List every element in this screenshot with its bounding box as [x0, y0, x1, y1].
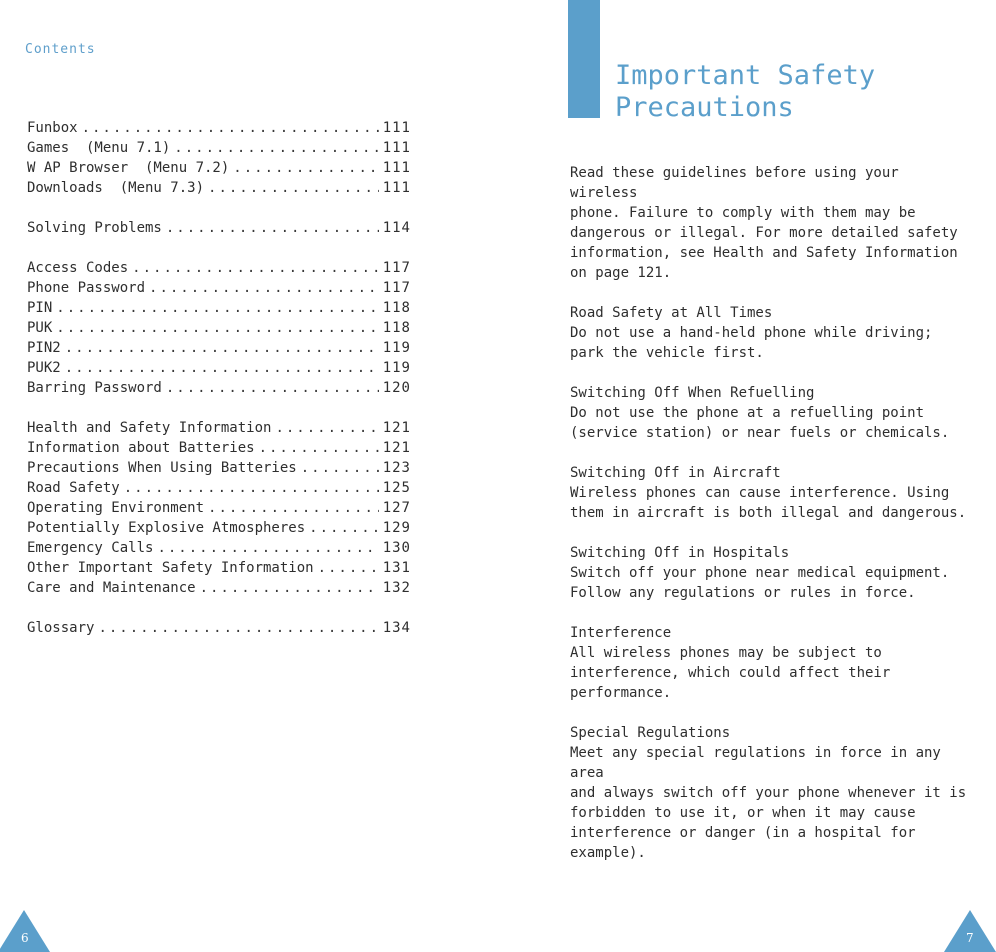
toc-group	[27, 418, 411, 598]
toc-leader-dots	[200, 578, 379, 598]
safety-section-body: All wireless phones may be subject to interference, which could affect their performance.	[570, 645, 891, 701]
toc-leader-dots	[65, 358, 379, 378]
toc-leader-dots	[82, 118, 379, 138]
safety-section	[570, 543, 970, 603]
toc-entry	[27, 578, 411, 598]
toc-leader-dots	[149, 278, 379, 298]
safety-section-body: Do not use the phone at a refuelling point (service station) or near fuels or chemicals.	[570, 405, 950, 441]
right-page	[498, 0, 996, 952]
toc-entry-page: 117	[382, 260, 411, 276]
toc-entry	[27, 518, 411, 538]
toc-entry-page: 119	[382, 360, 411, 376]
toc-entry-title: PIN	[27, 300, 53, 316]
toc-entry-title: Other Important Safety Information	[27, 560, 314, 576]
safety-section-body: Switch off your phone near medical equipment. Follow any regulations or rules in force.	[570, 565, 950, 601]
toc-entry-page: 120	[382, 380, 411, 396]
toc-entry-title: Operating Environment	[27, 500, 205, 516]
toc-entry-title: Solving Problems	[27, 220, 162, 236]
safety-section-title: Road Safety at All Times	[570, 305, 773, 321]
toc-leader-dots	[124, 478, 379, 498]
toc-leader-dots	[233, 158, 378, 178]
toc-entry-title: Information about Batteries	[27, 440, 255, 456]
toc-entry-page: 111	[382, 160, 411, 176]
toc-entry	[27, 478, 411, 498]
safety-section-body: Meet any special regulations in force in any area and always switch off your phone whenever it is forbidden to use it, or when it may cause interference or danger (in a hospital for example).	[570, 745, 967, 861]
toc-entry-page: 125	[382, 480, 411, 496]
toc-leader-dots	[157, 538, 378, 558]
toc-leader-dots	[208, 498, 379, 518]
toc-leader-dots	[65, 338, 379, 358]
page-number-left: 6	[21, 931, 29, 945]
safety-content	[570, 163, 970, 883]
safety-section	[570, 383, 970, 443]
toc-entry	[27, 318, 411, 338]
toc-entry-page: 121	[382, 420, 411, 436]
toc-entry-page: 114	[382, 220, 411, 236]
toc-leader-dots	[166, 378, 379, 398]
toc-leader-dots	[259, 438, 379, 458]
toc-entry-title: Precautions When Using Batteries	[27, 460, 297, 476]
toc-entry-title: Access Codes	[27, 260, 129, 276]
safety-section-body: Do not use a hand-held phone while driving; park the vehicle first.	[570, 325, 933, 361]
intro-paragraph: Read these guidelines before using your wireless phone. Failure to comply with them may be dangerous or illegal. For more detailed safety information, see Health and Safety Information on page 121.	[570, 165, 958, 281]
toc-entry	[27, 498, 411, 518]
heading-accent-bar	[568, 0, 600, 118]
toc-leader-dots	[301, 458, 379, 478]
toc-entry	[27, 458, 411, 478]
toc-entry-title: Phone Password	[27, 280, 146, 296]
toc-entry-title: Potentially Explosive Atmospheres	[27, 520, 306, 536]
toc-entry-page: 111	[382, 140, 411, 156]
safety-section-title: Interference	[570, 625, 672, 641]
toc-entry	[27, 538, 411, 558]
safety-section-body: Wireless phones can cause interference. Using them in aircraft is both illegal and dangerous.	[570, 485, 967, 521]
toc-entry-page: 111	[382, 180, 411, 196]
toc-entry-title: Glossary	[27, 620, 95, 636]
toc-entry	[27, 378, 411, 398]
toc-leader-dots	[318, 558, 379, 578]
toc-entry-page: 134	[382, 620, 411, 636]
toc-entry	[27, 158, 411, 178]
toc-leader-dots	[166, 218, 379, 238]
table-of-contents	[27, 118, 411, 658]
toc-entry	[27, 418, 411, 438]
toc-entry	[27, 298, 411, 318]
toc-entry-title: Emergency Calls	[27, 540, 154, 556]
safety-section-title: Special Regulations	[570, 725, 731, 741]
safety-section	[570, 623, 970, 703]
toc-entry-title: PIN2	[27, 340, 61, 356]
toc-entry	[27, 438, 411, 458]
toc-entry	[27, 618, 411, 638]
toc-entry	[27, 258, 411, 278]
safety-section-title: Switching Off When Refuelling	[570, 385, 815, 401]
toc-leader-dots	[98, 618, 378, 638]
toc-entry-page: 119	[382, 340, 411, 356]
toc-group	[27, 218, 411, 238]
toc-entry	[27, 358, 411, 378]
page-number-right: 7	[966, 931, 974, 945]
toc-entry-page: 127	[382, 500, 411, 516]
toc-entry-page: 130	[382, 540, 411, 556]
toc-entry	[27, 118, 411, 138]
toc-leader-dots	[56, 318, 378, 338]
toc-entry-page: 118	[382, 320, 411, 336]
toc-leader-dots	[56, 298, 378, 318]
toc-leader-dots	[275, 418, 378, 438]
safety-section-title: Switching Off in Aircraft	[570, 465, 781, 481]
toc-entry-title: Games (Menu 7.1)	[27, 140, 171, 156]
toc-entry	[27, 278, 411, 298]
toc-entry	[27, 558, 411, 578]
toc-entry-page: 111	[382, 120, 411, 136]
toc-leader-dots	[309, 518, 379, 538]
toc-entry-page: 131	[382, 560, 411, 576]
toc-entry	[27, 138, 411, 158]
safety-section	[570, 303, 970, 363]
page-title: Important Safety Precautions	[615, 60, 876, 123]
toc-entry-page: 117	[382, 280, 411, 296]
toc-entry	[27, 178, 411, 198]
toc-group	[27, 258, 411, 398]
section-label: Contents	[25, 42, 96, 57]
toc-entry-title: Barring Password	[27, 380, 162, 396]
toc-entry-page: 132	[382, 580, 411, 596]
toc-entry-page: 118	[382, 300, 411, 316]
toc-entry-title: PUK	[27, 320, 53, 336]
safety-section	[570, 723, 970, 863]
toc-group	[27, 118, 411, 198]
toc-entry	[27, 218, 411, 238]
toc-entry-title: W AP Browser (Menu 7.2)	[27, 160, 230, 176]
toc-entry-page: 129	[382, 520, 411, 536]
toc-entry-title: Downloads (Menu 7.3)	[27, 180, 205, 196]
toc-entry-title: Care and Maintenance	[27, 580, 196, 596]
toc-entry-title: Funbox	[27, 120, 78, 136]
toc-group	[27, 618, 411, 638]
toc-leader-dots	[208, 178, 379, 198]
toc-leader-dots	[132, 258, 379, 278]
safety-section-title: Switching Off in Hospitals	[570, 545, 790, 561]
toc-entry-title: Health and Safety Information	[27, 420, 272, 436]
toc-entry-page: 123	[382, 460, 411, 476]
toc-entry-title: PUK2	[27, 360, 61, 376]
toc-entry-title: Road Safety	[27, 480, 120, 496]
toc-entry-page: 121	[382, 440, 411, 456]
toc-entry	[27, 338, 411, 358]
toc-leader-dots	[174, 138, 378, 158]
safety-section	[570, 463, 970, 523]
